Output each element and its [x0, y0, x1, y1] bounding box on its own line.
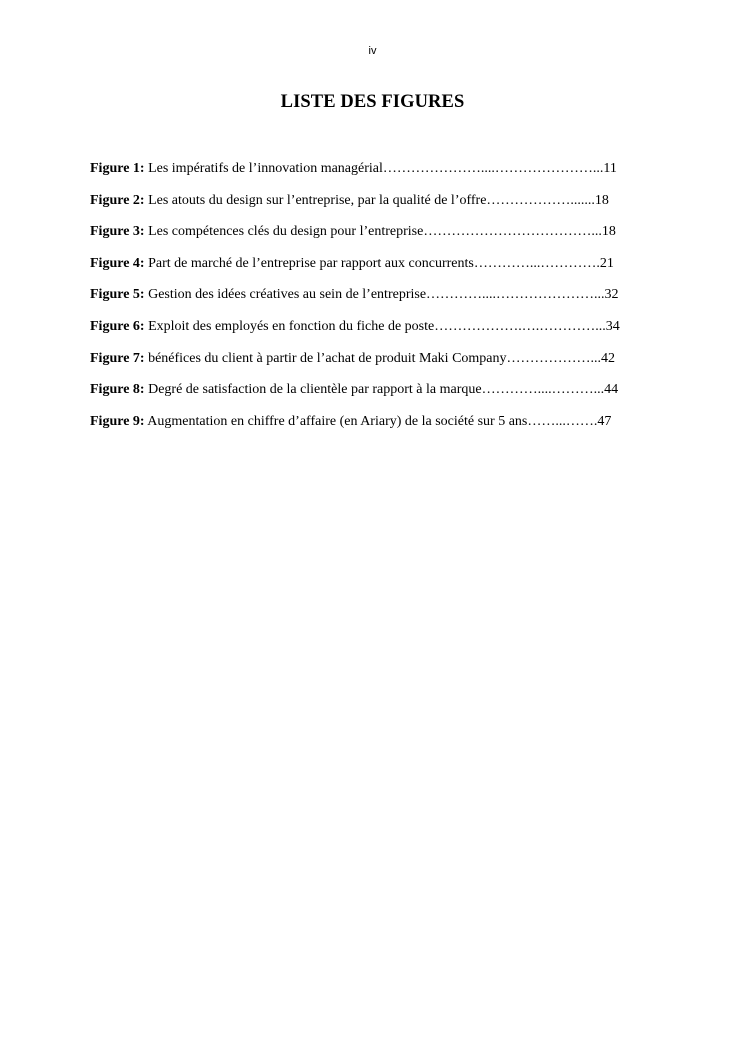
figure-entry[interactable]	[90, 253, 660, 285]
figure-text: Augmentation en chiffre d’affaire (en Ariary) de la société sur 5 ans……...…….47	[144, 413, 612, 429]
figure-label: Figure 4:	[90, 255, 145, 271]
figure-entry[interactable]	[90, 411, 660, 443]
figure-entry[interactable]	[90, 348, 660, 380]
figure-label: Figure 5:	[90, 287, 145, 303]
page-number: iv	[368, 45, 377, 57]
figure-text: Gestion des idées créatives au sein de l’entreprise…………....…………………...32	[144, 287, 619, 303]
figure-entry[interactable]	[90, 221, 660, 253]
figure-label: Figure 8:	[90, 382, 145, 398]
figure-entry[interactable]	[90, 158, 660, 190]
figure-label: Figure 1:	[90, 161, 145, 176]
figure-entry[interactable]	[90, 316, 660, 348]
figure-label: Figure 7:	[90, 350, 145, 366]
figure-list	[90, 158, 660, 442]
figure-entry[interactable]	[90, 190, 660, 222]
figure-text: Les impératifs de l’innovation managérial…………………....…………………...11	[144, 161, 617, 176]
figure-text: Les compétences clés du design pour l’entreprise………………………………...18	[144, 224, 616, 240]
figure-text: Degré de satisfaction de la clientèle par rapport à la marque…………....………...44	[144, 382, 619, 398]
figure-label: Figure 3:	[90, 224, 145, 240]
figure-label: Figure 2:	[90, 192, 145, 208]
figure-entry[interactable]	[90, 379, 660, 411]
figure-text: Exploit des employés en fonction du fiche de poste……………….….…………...34	[144, 318, 620, 334]
page-title: LISTE DES FIGURES	[280, 92, 465, 112]
figure-text: Part de marché de l’entreprise par rapport aux concurrents…………...………….21	[144, 255, 614, 271]
figure-entry[interactable]	[90, 284, 660, 316]
figure-text: Les atouts du design sur l’entreprise, par la qualité de l’offre……………….......18	[144, 192, 609, 208]
figure-label: Figure 6:	[90, 318, 145, 334]
figure-text: bénéfices du client à partir de l’achat de produit Maki Company………………...42	[144, 350, 616, 366]
figure-label: Figure 9:	[90, 413, 145, 429]
